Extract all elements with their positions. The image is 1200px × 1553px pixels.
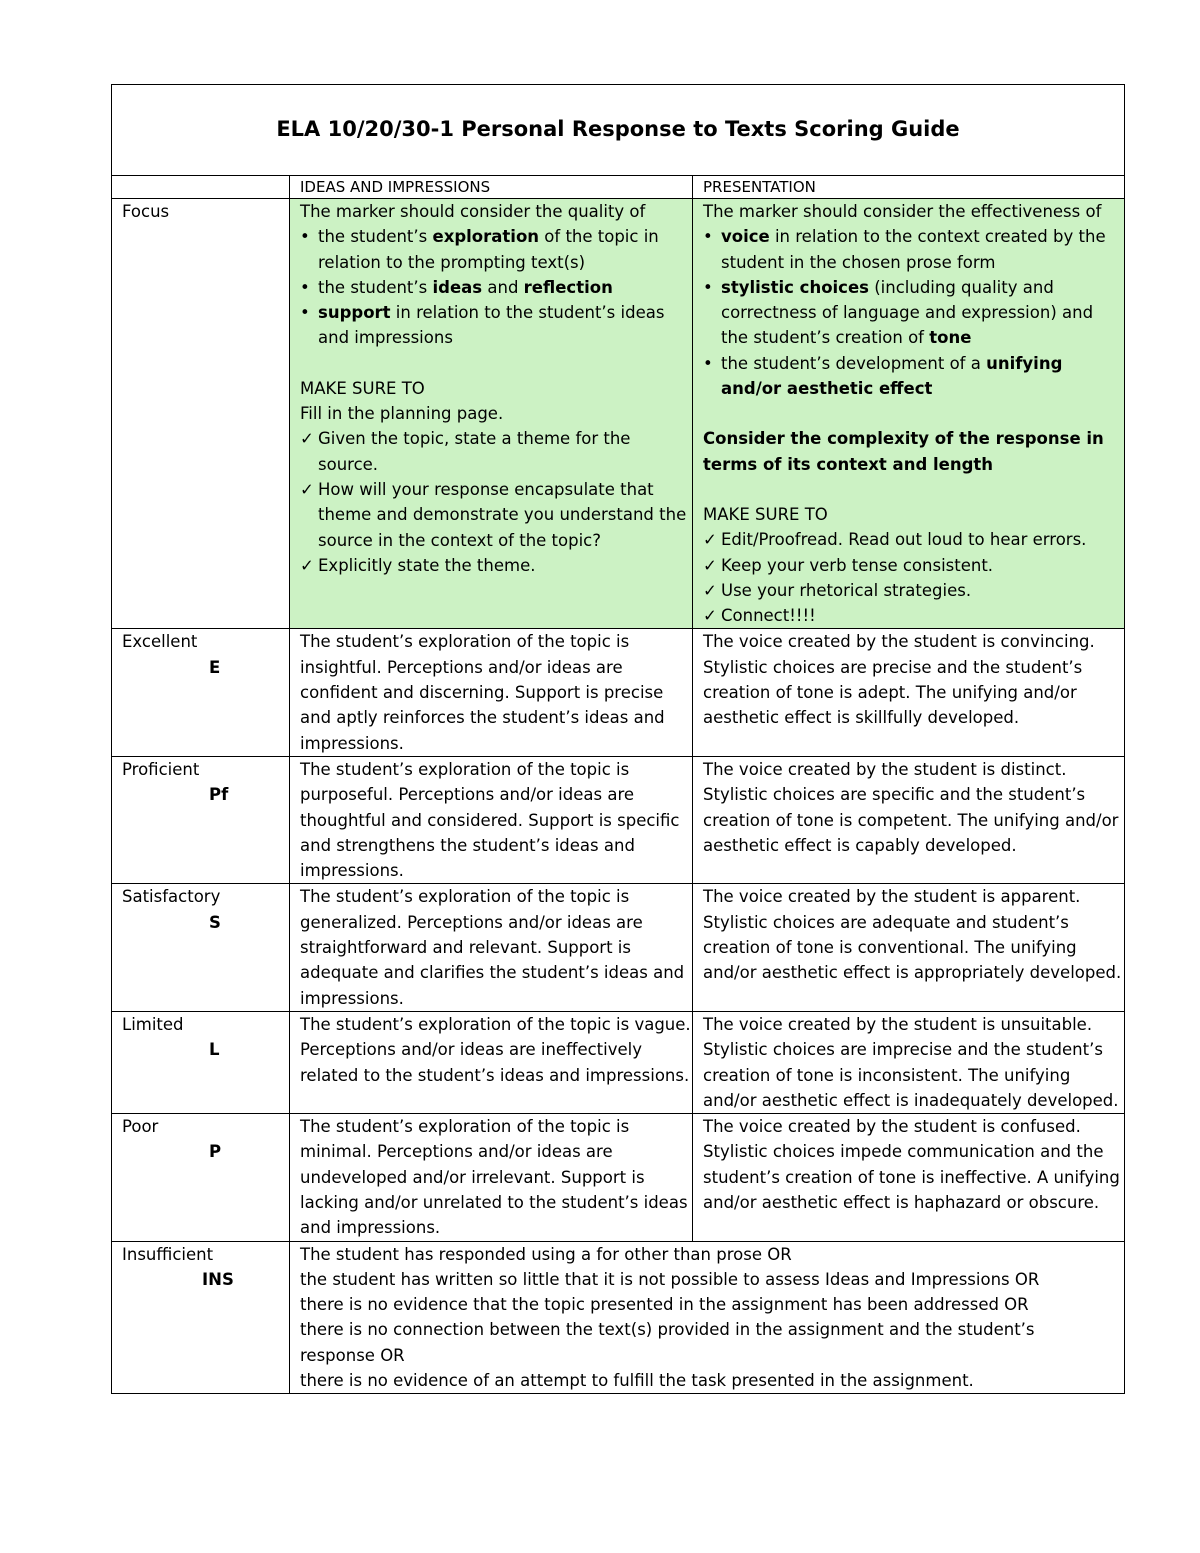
bullet-text: of the topic in relation to the prompting text(s) xyxy=(318,227,659,272)
presentation-checklist xyxy=(703,527,1124,628)
bullet-text: in relation to the context created by the student in the chosen prose form xyxy=(721,227,1106,272)
level-code: S xyxy=(209,912,221,932)
level-name: Insufficient xyxy=(122,1244,214,1264)
bullet-item xyxy=(703,351,1124,402)
bullet-item xyxy=(300,224,692,275)
level-code: E xyxy=(209,657,221,677)
ideas-checklist xyxy=(300,426,692,578)
level-name: Excellent xyxy=(122,632,198,652)
insufficient-line: there is no evidence of an attempt to fulfill the task presented in the assignment. xyxy=(300,1371,974,1391)
make-sure-heading: MAKE SURE TO xyxy=(300,378,425,398)
checklist-item: ✓ Given the topic, state a theme for the source. xyxy=(300,426,692,477)
level-ideas: The student’s exploration of the topic is insightful. Perceptions and/or ideas are confident and discerning. Support is precise and aptly reinforces the student’s ideas and impressions. xyxy=(290,629,693,756)
focus-presentation-cell xyxy=(693,199,1125,629)
bullet-text: and xyxy=(482,277,524,297)
bullet-item xyxy=(703,275,1124,351)
header-empty xyxy=(112,176,290,199)
bullet-bold: stylistic choices xyxy=(721,277,869,297)
header-ideas: IDEAS AND IMPRESSIONS xyxy=(290,176,693,199)
spacer xyxy=(703,477,1124,502)
level-row-excellent xyxy=(112,629,1125,756)
checklist-item: ✓ Keep your verb tense consistent. xyxy=(703,553,1124,578)
bullet-bold: tone xyxy=(929,328,972,348)
insufficient-line: there is no connection between the text(s) provided in the assignment and the student’s response OR xyxy=(300,1320,1035,1365)
level-row-limited xyxy=(112,1011,1125,1113)
bullet-text: in relation to the student’s ideas and impressions xyxy=(318,303,665,348)
level-presentation: The voice created by the student is confused. Stylistic choices impede communication and the student’s creation of tone is ineffective. A unifying and/or aesthetic effect is haphazard or obscure. xyxy=(693,1114,1125,1241)
level-label-cell xyxy=(112,1241,290,1394)
spacer xyxy=(300,351,692,376)
complexity-note: Consider the complexity of the response in terms of its context and length xyxy=(703,429,1104,474)
insufficient-line: there is no evidence that the topic presented in the assignment has been addressed OR xyxy=(300,1295,1029,1315)
level-ideas: The student’s exploration of the topic is purposeful. Perceptions and/or ideas are thoughtful and considered. Support is specific and strengthens the student’s ideas and impressions. xyxy=(290,756,693,883)
bullet-bold: exploration xyxy=(432,227,540,247)
level-ideas: The student’s exploration of the topic is generalized. Perceptions and/or ideas are straightforward and relevant. Support is adequate and clarifies the student’s ideas and impressions. xyxy=(290,884,693,1011)
bullet-text: the student’s development of a xyxy=(721,353,987,373)
level-code: P xyxy=(209,1142,222,1162)
level-label-cell xyxy=(112,1114,290,1241)
level-row-poor xyxy=(112,1114,1125,1241)
level-row-satisfactory xyxy=(112,884,1125,1011)
title-row xyxy=(112,85,1125,176)
focus-presentation-intro: The marker should consider the effectiveness of xyxy=(703,202,1102,221)
make-sure-heading: MAKE SURE TO xyxy=(703,504,828,524)
bullet-item xyxy=(300,275,692,300)
level-label-cell xyxy=(112,1011,290,1113)
focus-row xyxy=(112,199,1125,629)
level-presentation: The voice created by the student is distinct. Stylistic choices are specific and the student’s creation of tone is competent. The unifying and/or aesthetic effect is capably developed. xyxy=(693,756,1125,883)
level-row-proficient xyxy=(112,756,1125,883)
level-presentation: The voice created by the student is apparent. Stylistic choices are adequate and student’s creation of tone is conventional. The unifying and/or aesthetic effect is appropriately developed. xyxy=(693,884,1125,1011)
bullet-text: the student’s xyxy=(318,227,433,247)
checklist-item: ✓ Explicitly state the theme. xyxy=(300,553,692,578)
checklist-item: ✓ How will your response encapsulate that theme and demonstrate you understand the source in the context of the topic? xyxy=(300,477,692,553)
level-code: INS xyxy=(202,1269,234,1289)
level-row-insufficient xyxy=(112,1241,1125,1394)
level-name: Limited xyxy=(122,1014,184,1034)
checklist-item: ✓ Edit/Proofread. Read out loud to hear errors. xyxy=(703,527,1124,552)
fill-planning-text: Fill in the planning page. xyxy=(300,404,504,424)
header-row xyxy=(112,176,1125,199)
bullet-item xyxy=(300,300,692,351)
bullet-text: the student’s xyxy=(318,277,433,297)
bullet-item xyxy=(703,224,1124,275)
focus-ideas-bullets xyxy=(300,224,692,350)
focus-ideas-cell xyxy=(290,199,693,629)
bullet-text: (including quality and correctness of language and expression) and the student’s creation of xyxy=(721,277,1094,348)
level-ideas: The student’s exploration of the topic is minimal. Perceptions and/or ideas are undeveloped and/or irrelevant. Support is lacking and/or unrelated to the student’s ideas and impressions. xyxy=(290,1114,693,1241)
level-name: Satisfactory xyxy=(122,887,221,907)
bullet-bold: ideas xyxy=(432,277,483,297)
focus-ideas-intro: The marker should consider the quality of xyxy=(300,202,646,221)
insufficient-description xyxy=(290,1241,1125,1394)
level-label-cell xyxy=(112,884,290,1011)
level-label-cell xyxy=(112,756,290,883)
scoring-table xyxy=(111,84,1125,1394)
header-presentation: PRESENTATION xyxy=(693,176,1125,199)
bullet-bold: reflection xyxy=(523,277,613,297)
level-code: Pf xyxy=(209,785,229,805)
level-presentation: The voice created by the student is unsuitable. Stylistic choices are imprecise and the student’s creation of tone is inconsistent. The unifying and/or aesthetic effect is inadequately developed. xyxy=(693,1011,1125,1113)
insufficient-line: The student has responded using a for other than prose OR xyxy=(300,1244,792,1264)
bullet-bold: voice xyxy=(721,227,770,247)
level-code: L xyxy=(209,1040,220,1060)
level-ideas: The student’s exploration of the topic is vague. Perceptions and/or ideas are ineffectively related to the student’s ideas and impressions. xyxy=(290,1011,693,1113)
bullet-bold: unifying and/or aesthetic effect xyxy=(721,353,1063,399)
level-label-cell xyxy=(112,629,290,756)
checklist-item: ✓ Connect!!!! xyxy=(703,603,1124,628)
scoring-guide xyxy=(111,84,1124,1394)
level-name: Proficient xyxy=(122,759,200,779)
document-title: ELA 10/20/30-1 Personal Response to Texts Scoring Guide xyxy=(112,85,1125,176)
level-presentation: The voice created by the student is convincing. Stylistic choices are precise and the student’s creation of tone is adept. The unifying and/or aesthetic effect is skillfully developed. xyxy=(693,629,1125,756)
spacer xyxy=(703,401,1124,426)
bullet-bold: support xyxy=(318,303,391,323)
insufficient-line: the student has written so little that it is not possible to assess Ideas and Impressions OR xyxy=(300,1269,1040,1289)
focus-presentation-bullets xyxy=(703,224,1124,401)
level-name: Poor xyxy=(122,1117,159,1137)
checklist-item: ✓ Use your rhetorical strategies. xyxy=(703,578,1124,603)
focus-label: Focus xyxy=(112,199,290,629)
